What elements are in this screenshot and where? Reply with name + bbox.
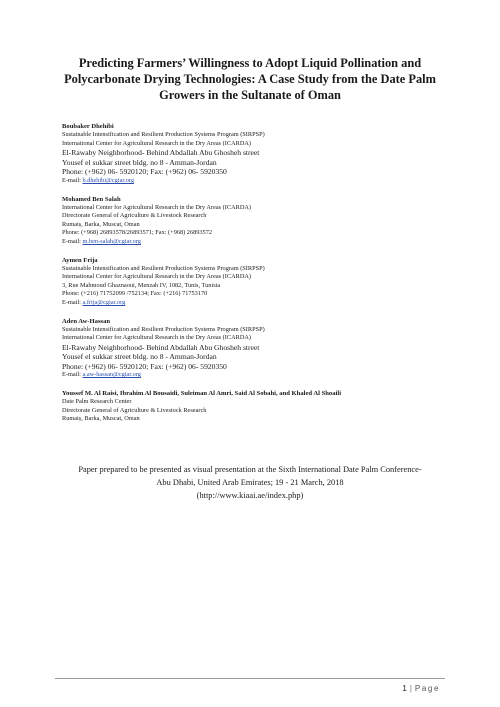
address-line: Yousef el sukkar street bldg. no 8 - Amman-Jordan — [62, 352, 217, 362]
affiliation-line: International Center for Agricultural Research in the Dry Areas (ICARDA) — [62, 139, 252, 147]
paper-title — [55, 55, 445, 103]
title-line-2: Polycarbonate Drying Technologies: A Case Study from the Date Palm — [64, 72, 436, 86]
page-label: Page — [414, 684, 440, 693]
address-line: Rumaiș, Barka, Muscat, Oman — [62, 220, 140, 228]
affiliation-line: International Center for Agricultural Research in the Dry Areas (ICARDA) — [62, 334, 252, 342]
email-line — [62, 371, 462, 380]
affiliation-line: International Center for Agricultural Research in the Dry Areas (ICARDA) — [62, 203, 252, 211]
affiliation-line: Date Palm Research Center — [62, 398, 132, 406]
affiliation-line: Sustainable Intensification and Resilient Production Systems Program (SIRPSP) — [62, 325, 265, 333]
author-block-4 — [62, 317, 462, 381]
address-line: Rumaiș, Barka, Muscat, Oman — [62, 415, 140, 423]
author-block-2 — [62, 195, 462, 247]
page-footer — [402, 684, 440, 693]
title-line-1: Predicting Farmers’ Willingness to Adopt Liquid Pollination and — [78, 56, 422, 70]
page-number: 1 — [402, 684, 407, 693]
footer-separator: | — [409, 684, 412, 693]
affiliation-line: International Center for Agricultural Research in the Dry Areas (ICARDA) — [62, 273, 252, 281]
email-label: E-mail: — [62, 237, 83, 245]
email-line — [62, 299, 462, 308]
presentation-note — [55, 464, 445, 502]
note-url[interactable]: (http://www.kiaai.ae/index.php) — [196, 490, 304, 500]
phone-line: Phone: (+968) 26893578/26893571; Fax: (+968) 26893572 — [62, 229, 212, 237]
email-line — [62, 238, 462, 247]
affiliation-line: Sustainable Intensification and Resilient Production Systems Program (SIRPSP) — [62, 131, 265, 138]
footer-divider — [55, 678, 445, 679]
author-block-5 — [62, 389, 462, 424]
email-link[interactable]: b.dhehibi@cgiar.org — [82, 176, 134, 184]
author-name: Youssef M. Al Raisi, Ibrahim Al Bousaidi, Suleiman Al Amri, Said Al Sobahi, and Khaled Al Shoaili — [62, 390, 342, 398]
affiliation-line: Directorate General of Agriculture & Livestock Research — [62, 406, 207, 414]
author-name: Boubaker Dhehibi — [62, 123, 114, 130]
affiliation-line: Sustainable Intensification and Resilient Production Systems Program (SIRPSP) — [62, 264, 265, 272]
phone-line: Phone: (+962) 06- 5920120; Fax: (+962) 06- 5920350 — [62, 167, 227, 177]
phone-line: Phone: (+216) 71752099 /752134; Fax: (+216) 71753170 — [62, 290, 208, 298]
affiliation-line: Directorate General of Agriculture & Livestock Research — [62, 212, 207, 220]
note-line-1: Paper prepared to be presented as visual presentation at the Sixth International Date Palm Conference- — [78, 465, 422, 474]
phone-line: Phone: (+962) 06- 5920120; Fax: (+962) 06- 5920350 — [62, 361, 227, 371]
email-label: E-mail: — [62, 298, 83, 306]
email-link[interactable]: m.ben-salah@cgiar.org — [82, 237, 141, 245]
note-line-2: Abu Dhabi, United Arab Emirates; 19 - 21 March, 2018 — [156, 477, 344, 487]
email-label: E-mail: — [62, 176, 83, 184]
address-line: El-Rawaby Neighborhood- Behind Abdallah Abu Ghosheh street — [62, 342, 260, 352]
title-line-3: Growers in the Sultanate of Oman — [159, 88, 341, 102]
author-name: Mohamed Ben Salah — [62, 195, 121, 203]
address-line: 3, Rue Mahmoud Ghaznaoui, Menzah IV, 1082, Tunis, Tunisia — [62, 281, 221, 289]
email-link[interactable]: a.aw-hassan@cgiar.org — [82, 371, 141, 379]
author-list — [62, 122, 462, 433]
author-block-3 — [62, 256, 462, 308]
author-block-1 — [62, 122, 462, 186]
email-label: E-mail: — [62, 371, 83, 379]
address-line: Yousef el sukkar street bldg. no 8 - Amman-Jordan — [62, 157, 217, 167]
email-line — [62, 177, 462, 186]
email-link[interactable]: a.frija@cgiar.org — [82, 298, 126, 306]
address-line: El-Rawaby Neighborhood- Behind Abdallah Abu Ghosheh street — [62, 148, 260, 158]
author-name: Aymen Frija — [62, 256, 98, 264]
author-name: Aden Aw-Hassan — [62, 317, 111, 325]
